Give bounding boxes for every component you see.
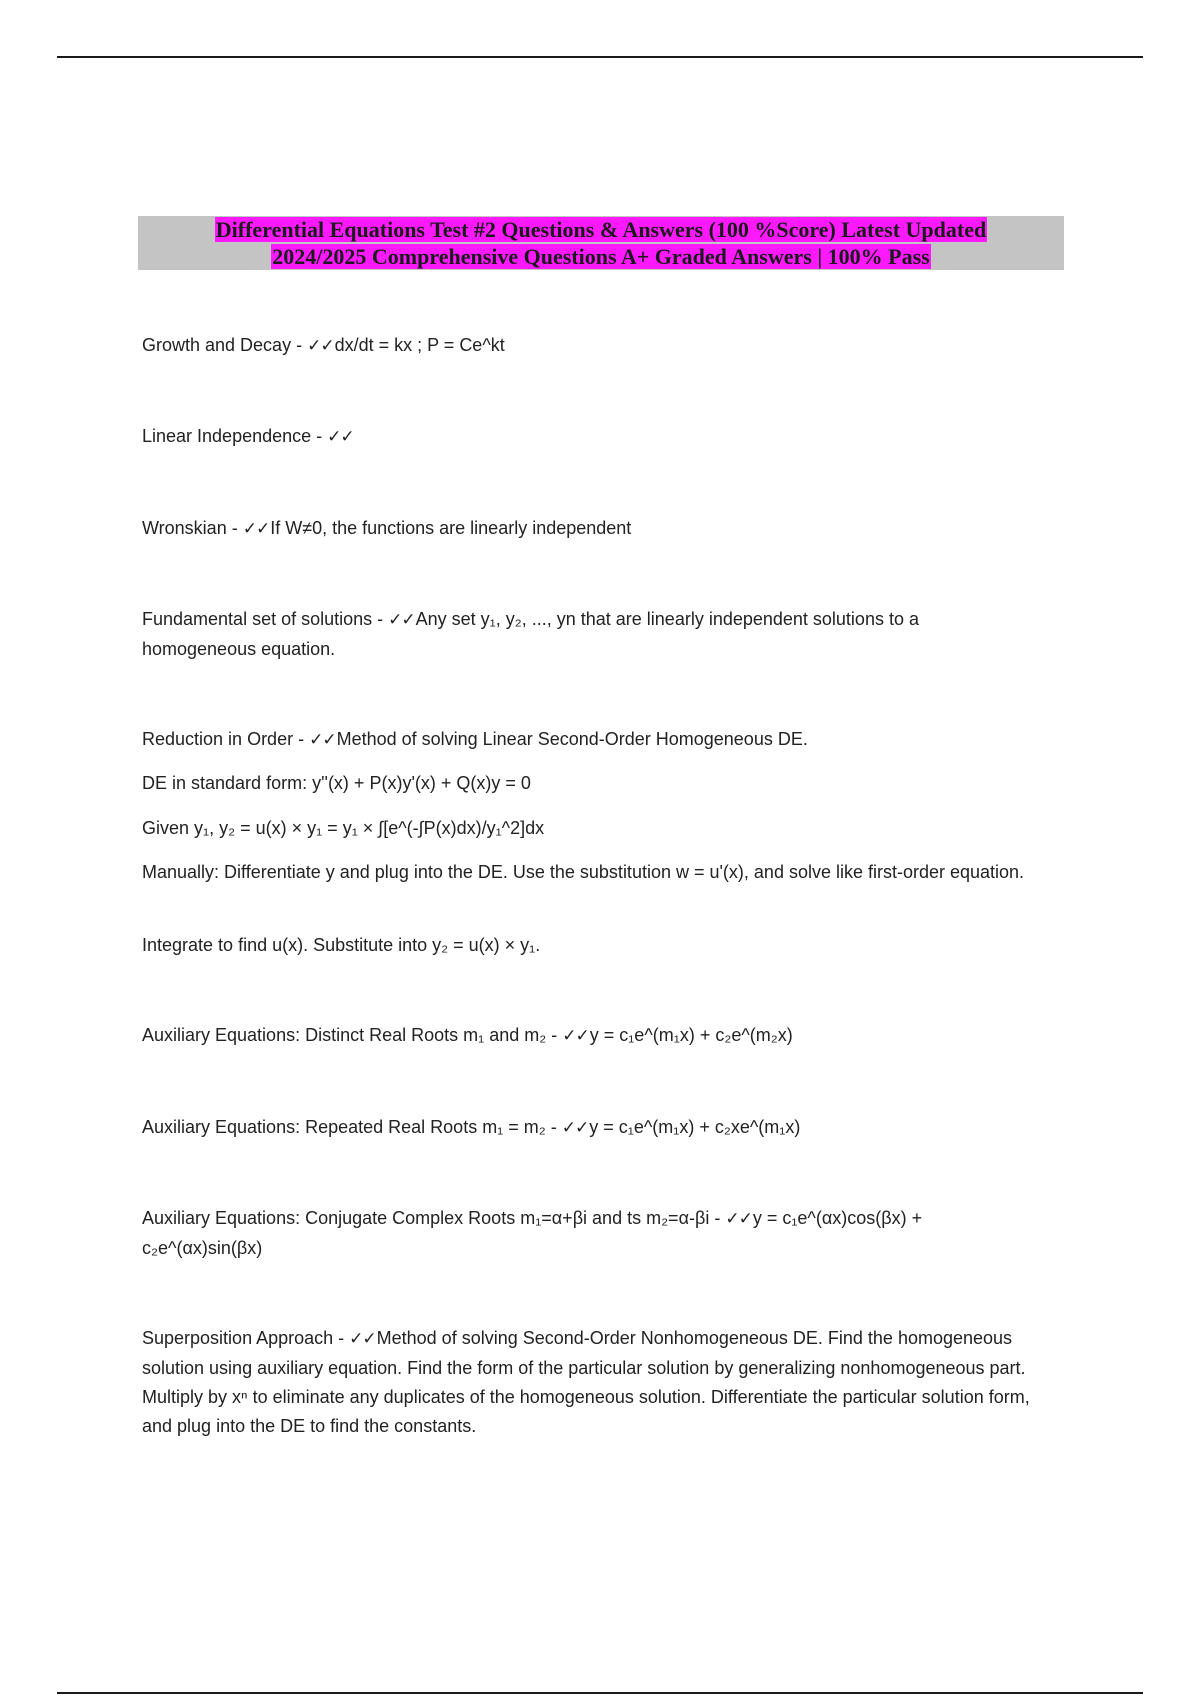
double-check-icon: ✓✓: [562, 1026, 589, 1046]
double-check-icon: ✓✓: [561, 1118, 589, 1138]
entry-superposition: Superposition Approach - ✓✓Method of solving Second-Order Nonhomogeneous DE. Find the homogeneous solution using auxiliary equation. Find the form of the particular solution by generalizing nonhomogeneous part. Multiply by xⁿ to eliminate any duplicates of the homogeneous solution. Differentiate the particular solution form, and plug into the DE to find the constants.: [142, 1328, 1030, 1436]
double-check-icon: ✓✓: [388, 610, 415, 630]
double-check-icon: ✓✓: [349, 1329, 376, 1349]
entry-fundamental-set: Fundamental set of solutions - ✓✓Any set y₁, y₂, ..., yn that are linearly independent solutions to a homogeneous equation.: [142, 609, 919, 659]
bottom-rule: [57, 1692, 1143, 1694]
double-check-icon: ✓✓: [242, 519, 270, 539]
entry-linear-independence: Linear Independence - ✓✓: [142, 426, 354, 447]
double-check-icon: ✓✓: [307, 336, 334, 356]
reduction-manually: Manually: Differentiate y and plug into the DE. Use the substitution w = u'(x), and solve like first-order equation.: [142, 862, 1025, 882]
entry-aux-distinct: Auxiliary Equations: Distinct Real Roots m₁ and m₂ - ✓✓y = c₁e^(m₁x) + c₂e^(m₂x): [142, 1025, 793, 1046]
entry-wronskian: Wronskian - ✓✓If W≠0, the functions are linearly independent: [142, 518, 632, 539]
title-line-1: Differential Equations Test #2 Questions & Answers (100 %Score) Latest Updated: [215, 217, 987, 242]
reduction-standard-form: DE in standard form: y''(x) + P(x)y'(x) + Q(x)y = 0: [142, 773, 531, 793]
document-title: [138, 216, 1064, 270]
entry-aux-complex: Auxiliary Equations: Conjugate Complex Roots m₁=α+βi and ts m₂=α-βi - ✓✓y = c₁e^(αx)cos(βx) + c₂e^(αx)sin(βx): [142, 1208, 923, 1258]
reduction-integrate: Integrate to find u(x). Substitute into y₂ = u(x) × y₁.: [142, 935, 541, 955]
entry-aux-repeated: Auxiliary Equations: Repeated Real Roots m₁ = m₂ - ✓✓y = c₁e^(m₁x) + c₂xe^(m₁x): [142, 1117, 801, 1138]
top-rule: [57, 56, 1143, 58]
double-check-icon: ✓✓: [725, 1209, 752, 1229]
reduction-given: Given y₁, y₂ = u(x) × y₁ = y₁ × ∫[e^(-∫P(x)dx)/y₁^2]dx: [142, 818, 545, 838]
double-check-icon: ✓✓: [327, 427, 354, 447]
title-line-2: 2024/2025 Comprehensive Questions A+ Graded Answers | 100% Pass: [272, 244, 930, 269]
entry-growth-decay: Growth and Decay - ✓✓dx/dt = kx ; P = Ce^kt: [142, 335, 505, 356]
double-check-icon: ✓✓: [309, 730, 336, 750]
entry-reduction-order: Reduction in Order - ✓✓Method of solving Linear Second-Order Homogeneous DE.: [142, 729, 808, 750]
